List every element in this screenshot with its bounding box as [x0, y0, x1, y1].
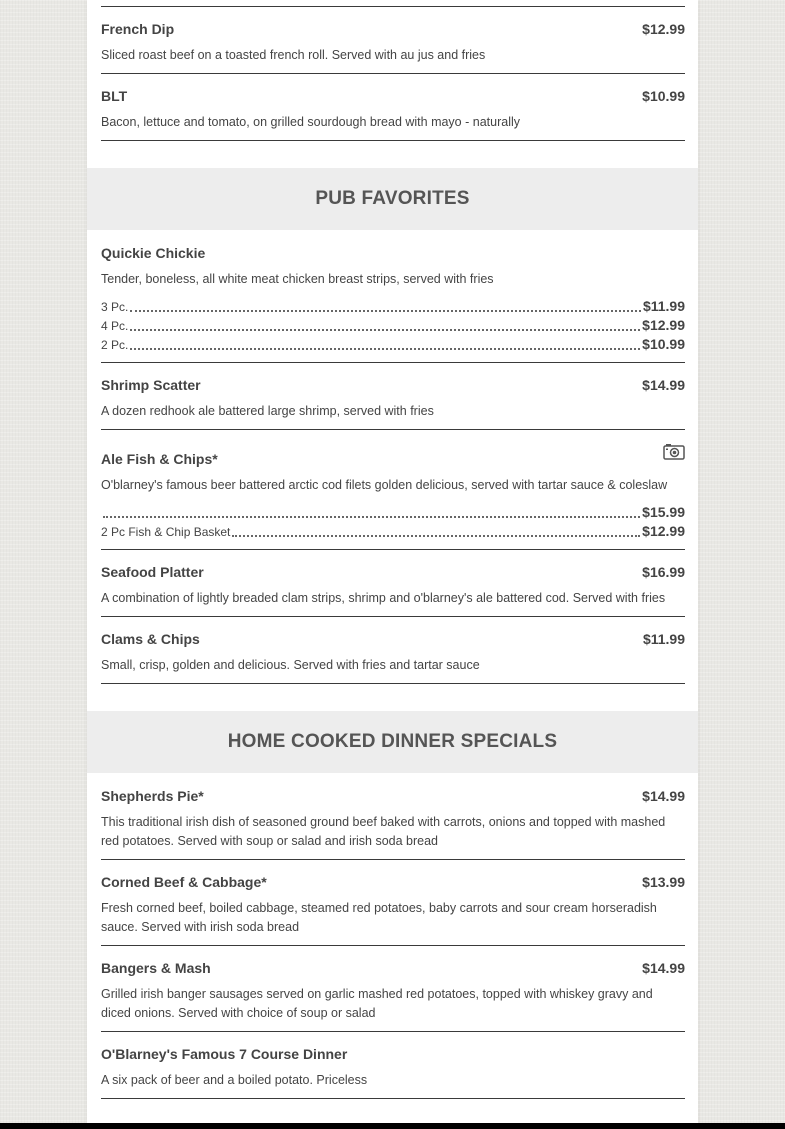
item-name: BLT: [101, 88, 128, 104]
item-name: O'Blarney's Famous 7 Course Dinner: [101, 1046, 348, 1062]
item-price: $10.99: [642, 88, 685, 104]
option-price: $12.99: [642, 523, 685, 539]
divider: [101, 549, 685, 550]
divider: [101, 429, 685, 430]
divider: [101, 683, 685, 684]
item-price: $14.99: [642, 960, 685, 976]
item-price: $16.99: [642, 564, 685, 580]
item-price: $14.99: [642, 788, 685, 804]
divider: [101, 1031, 685, 1032]
item-name: Clams & Chips: [101, 631, 200, 647]
price-option: [101, 315, 685, 334]
price-option: [101, 296, 685, 315]
item-description: Small, crisp, golden and delicious. Served with fries and tartar sauce: [101, 658, 480, 672]
item-description: A six pack of beer and a boiled potato. Priceless: [101, 1073, 368, 1087]
option-label: 4 Pc.: [101, 319, 129, 333]
bottom-bar: [0, 1123, 785, 1129]
divider: [101, 73, 685, 74]
option-label: 3 Pc.: [101, 300, 129, 314]
item-description: Bacon, lettuce and tomato, on grilled sourdough bread with mayo - naturally: [101, 115, 520, 129]
divider: [101, 6, 685, 7]
item-price: $14.99: [642, 377, 685, 393]
divider: [101, 616, 685, 617]
item-name: Shrimp Scatter: [101, 377, 201, 393]
option-label: 2 Pc Fish & Chip Basket: [101, 525, 231, 539]
item-price: $13.99: [642, 874, 685, 890]
item-price: $11.99: [642, 631, 685, 647]
divider: [101, 945, 685, 946]
section-header-home-cooked: HOME COOKED DINNER SPECIALS: [87, 711, 698, 773]
menu-page: [87, 0, 698, 1123]
item-description: Sliced roast beef on a toasted french roll. Served with au jus and fries: [101, 48, 486, 62]
option-price: $10.99: [642, 336, 685, 352]
divider: [101, 859, 685, 860]
divider: [101, 362, 685, 363]
item-name: Corned Beef & Cabbage*: [101, 874, 267, 890]
dot-leader: [130, 310, 641, 312]
option-label: 2 Pc.: [101, 338, 129, 352]
item-name: French Dip: [101, 21, 175, 37]
item-price: $12.99: [642, 21, 685, 37]
menu-item-quickie-chickie: [101, 244, 685, 354]
item-name: Ale Fish & Chips*: [101, 451, 218, 467]
item-name: Bangers & Mash: [101, 960, 211, 976]
item-description: A combination of lightly breaded clam strips, shrimp and o'blarney's ale battered cod. Served with fries: [101, 591, 666, 605]
option-price: $11.99: [642, 298, 685, 314]
item-description: This traditional irish dish of seasoned ground beef baked with carrots, onions and topped with mashed red potatoes. Served with soup or salad and irish soda bread: [101, 815, 666, 848]
item-description: Grilled irish banger sausages served on garlic mashed red potatoes, topped with whiskey gravy and diced onions. Served with choice of soup or salad: [101, 987, 653, 1020]
dot-leader: [232, 535, 640, 537]
price-option: [101, 502, 685, 521]
item-description: O'blarney's famous beer battered arctic cod filets golden delicious, served with tartar sauce & coleslaw: [101, 478, 668, 492]
menu-item-ale-fish-chips: [101, 450, 685, 544]
option-price: $12.99: [642, 317, 685, 333]
camera-icon[interactable]: [663, 443, 685, 460]
dot-leader: [130, 348, 640, 350]
price-option: [101, 334, 685, 353]
item-description: A dozen redhook ale battered large shrimp, served with fries: [101, 404, 434, 418]
option-price: $15.99: [642, 504, 685, 520]
price-option: [101, 521, 685, 540]
divider: [101, 1098, 685, 1099]
item-name: Shepherds Pie*: [101, 788, 204, 804]
item-name: Quickie Chickie: [101, 245, 206, 261]
divider: [101, 140, 685, 141]
section-header-pub-favorites: PUB FAVORITES: [87, 168, 698, 230]
item-name: Seafood Platter: [101, 564, 204, 580]
dot-leader: [103, 516, 640, 518]
dot-leader: [130, 329, 640, 331]
item-description: Tender, boneless, all white meat chicken breast strips, served with fries: [101, 272, 494, 286]
item-description: Fresh corned beef, boiled cabbage, steamed red potatoes, baby carrots and sour cream horseradish sauce. Served with irish soda bread: [101, 901, 657, 934]
